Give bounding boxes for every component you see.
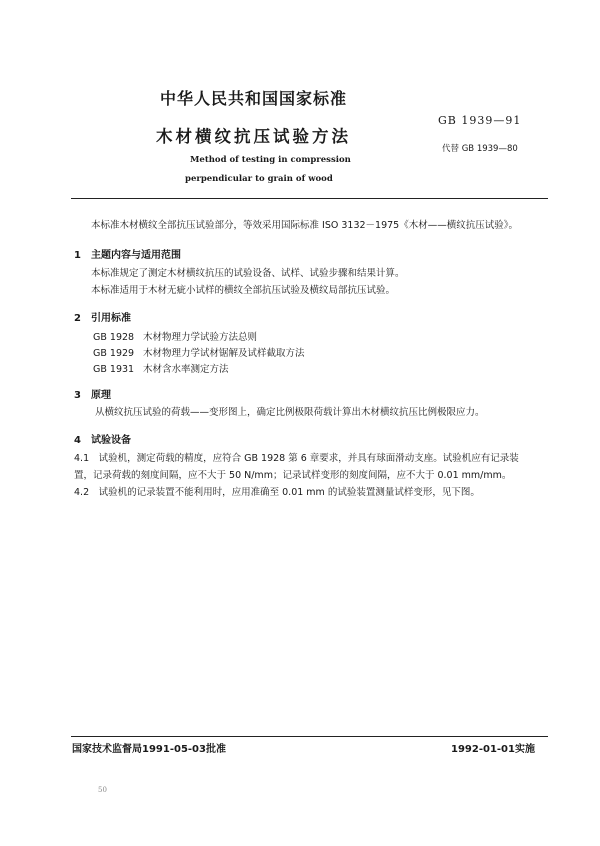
reference-code: GB 1931 [93,364,135,375]
intro-paragraph: 本标准木材横纹全部抗压试验部分，等效采用国际标准 ISO 3132－1975《木材——横纹抗压试验》。 [91,220,518,231]
page-title: 木材横纹抗压试验方法 [156,127,351,146]
section-3-paragraph: 从横纹抗压试验的荷载——变形图上，确定比例极限荷载计算出木材横纹抗压比例极限应力。 [95,407,485,418]
reference-code: GB 1928 [93,332,135,343]
reference-title: 木材物理力学试验方法总则 [143,332,258,343]
section-1-paragraph-2: 本标准适用于木材无疵小试样的横纹全部抗压试验及横纹局部抗压试验。 [91,285,396,296]
english-title-line2: perpendicular to grain of wood [185,174,333,184]
page-mark: 50 [98,786,107,794]
standard-number: GB 1939—91 [438,114,522,127]
reference-code: GB 1929 [93,348,135,359]
top-divider [71,198,548,199]
section-3-heading: 3 原理 [74,390,111,401]
national-standard-heading: 中华人民共和国国家标准 [160,89,348,108]
english-title-line1: Method of testing in compression [190,155,351,165]
section-1-paragraph-1: 本标准规定了测定木材横纹抗压的试验设备、试样、试验步骤和结果计算。 [91,268,405,279]
implementation-date: 1992-01-01实施 [451,744,535,755]
reference-item [93,331,257,345]
reference-item [93,363,229,377]
reference-title: 木材物理力学试材锯解及试样截取方法 [143,348,305,359]
reference-title: 木材含水率测定方法 [143,364,229,375]
clause-4-2: 4.2 试验机的记录装置不能利用时，应用准确至 0.01 mm 的试验装置测量试样变形，见下图。 [74,487,480,498]
clause-4-1-line-1: 4.1 试验机，测定荷载的精度，应符合 GB 1928 第 6 章要求，并具有球面滑动支座。试验机应有记录装 [74,453,519,464]
bottom-divider [71,736,548,737]
section-4-heading: 4 试验设备 [74,435,131,446]
clause-4-1-line-2: 置，记录荷载的刻度间隔，应不大于 50 N/mm；记录试样变形的刻度间隔，应不大于 0.01 mm/mm。 [74,470,512,481]
replaces-note: 代替 GB 1939—80 [442,144,518,154]
approval-note: 国家技术监督局1991-05-03批准 [72,744,226,755]
section-2-heading: 2 引用标准 [74,313,131,324]
section-1-heading: 1 主题内容与适用范围 [74,250,181,261]
reference-item [93,347,305,361]
